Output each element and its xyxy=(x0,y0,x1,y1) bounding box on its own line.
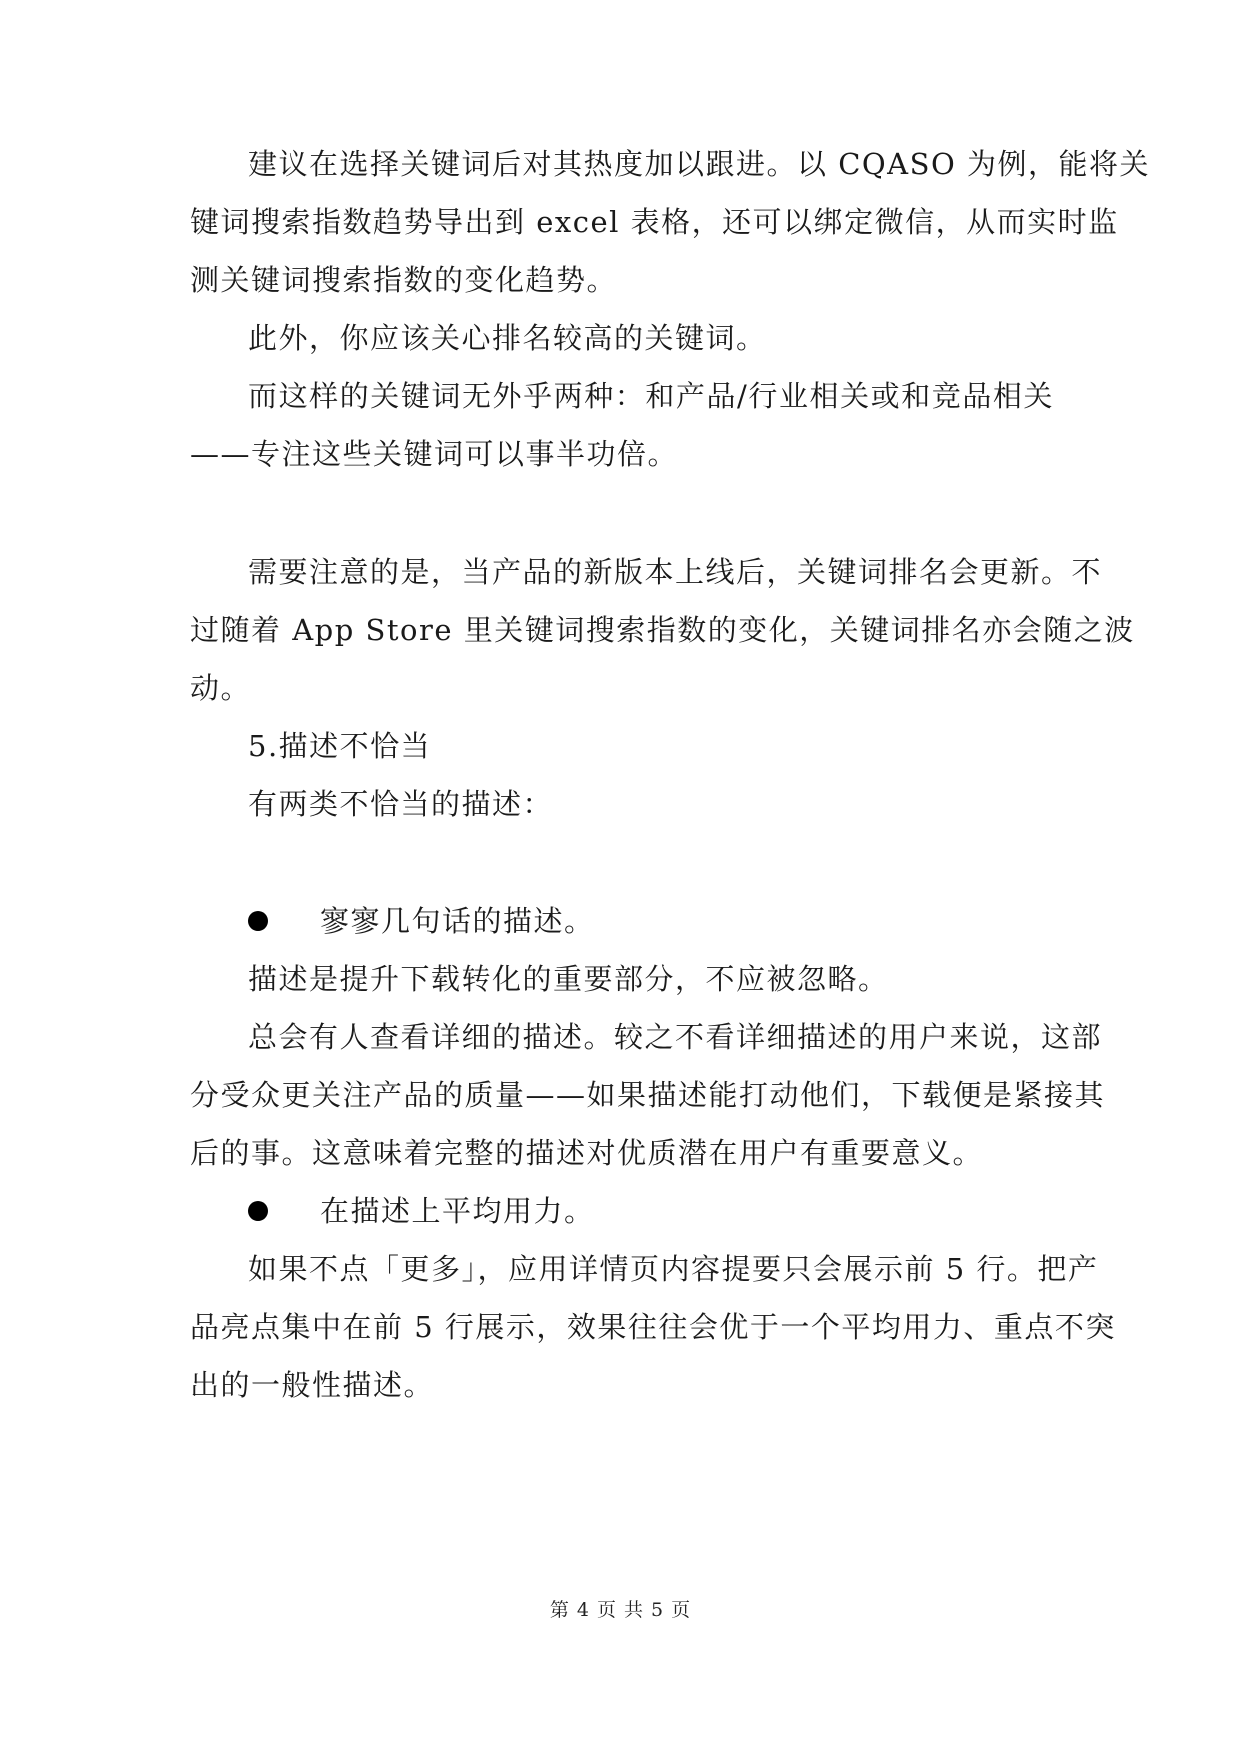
paragraph-line: 过随着 App Store 里关键词搜索指数的变化，关键词排名亦会随之波 xyxy=(190,613,1135,647)
paragraph-line: 键词搜索指数趋势导出到 excel 表格，还可以绑定微信，从而实时监 xyxy=(190,205,1119,239)
paragraph-line: 分受众更关注产品的质量——如果描述能打动他们，下载便是紧接其 xyxy=(190,1078,1106,1112)
paragraph-line: 需要注意的是，当产品的新版本上线后，关键词排名会更新。不 xyxy=(248,555,1103,589)
paragraph-line: 品亮点集中在前 5 行展示，效果往往会优于一个平均用力、重点不突 xyxy=(190,1310,1116,1344)
paragraph-line: 如果不点「更多」，应用详情页内容提要只会展示前 5 行。把产 xyxy=(248,1252,1099,1286)
paragraph-line: 描述是提升下载转化的重要部分，不应被忽略。 xyxy=(248,962,889,996)
paragraph-line: 测关键词搜索指数的变化趋势。 xyxy=(190,263,618,297)
bullet-dot-icon xyxy=(248,911,268,931)
page-footer: 第 4 页 共 5 页 xyxy=(549,1599,692,1621)
paragraph-line: 而这样的关键词无外乎两种：和产品/行业相关或和竞品相关 xyxy=(248,379,1054,413)
paragraph-line: 有两类不恰当的描述： xyxy=(248,787,554,821)
section-heading: 5.描述不恰当 xyxy=(248,729,432,763)
paragraph-line: 此外，你应该关心排名较高的关键词。 xyxy=(248,321,767,355)
bullet-item: 在描述上平均用力。 xyxy=(320,1194,595,1228)
paragraph-line: 后的事。这意味着完整的描述对优质潜在用户有重要意义。 xyxy=(190,1136,984,1170)
bullet-item: 寥寥几句话的描述。 xyxy=(320,904,595,938)
paragraph-line: 建议在选择关键词后对其热度加以跟进。以 CQASO 为例，能将关 xyxy=(248,147,1150,181)
bullet-dot-icon xyxy=(248,1201,268,1221)
paragraph-line: 出的一般性描述。 xyxy=(190,1368,435,1402)
paragraph-line: 动。 xyxy=(190,671,252,705)
paragraph-line: 总会有人查看详细的描述。较之不看详细描述的用户来说，这部 xyxy=(248,1020,1103,1054)
paragraph-line: ——专注这些关键词可以事半功倍。 xyxy=(190,437,679,471)
